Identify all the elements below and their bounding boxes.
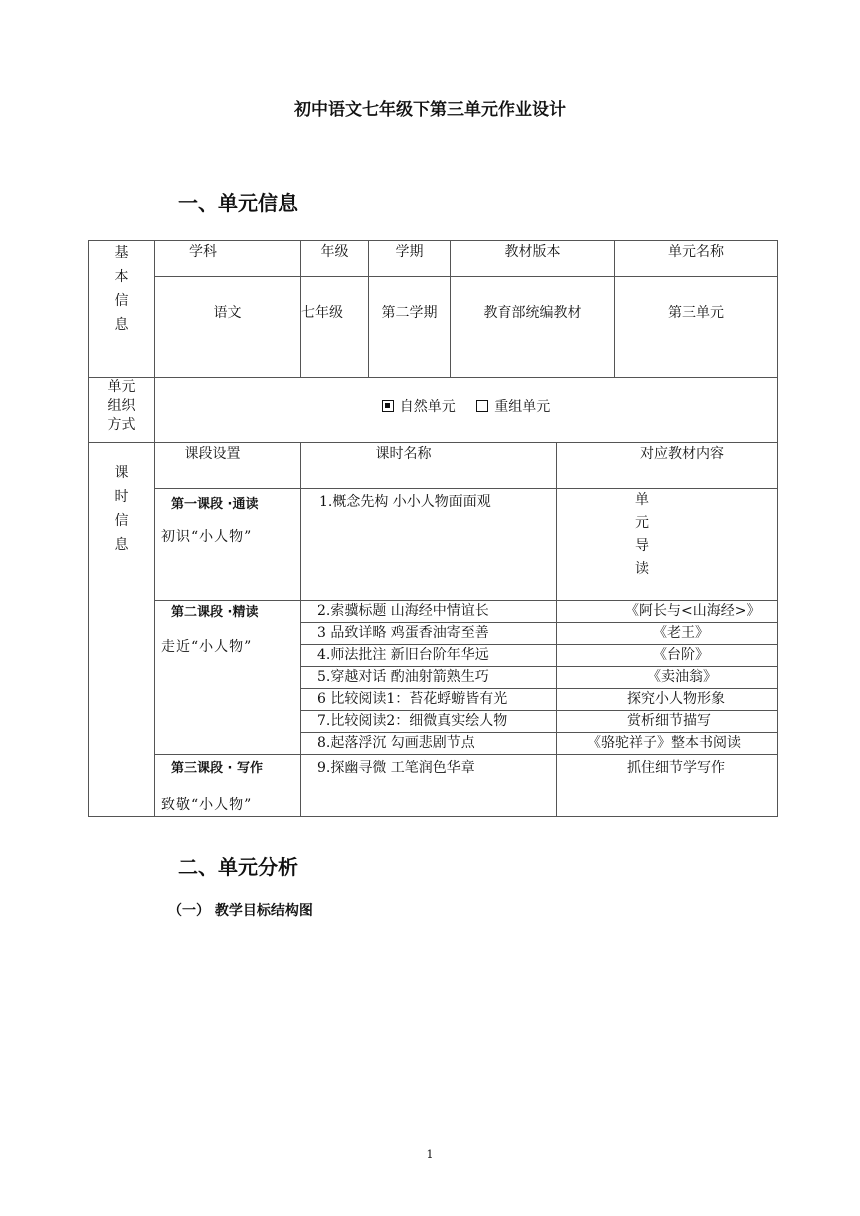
stage2-title: 第二课段 ·精读: [171, 605, 259, 620]
regrouped-unit-label: 重组单元: [494, 399, 551, 415]
stage3-cell: [155, 755, 301, 817]
stage1-subtitle: 初识“小人物”: [161, 529, 253, 545]
page-number: 1: [426, 1148, 434, 1161]
value-textbook: 教育部统编教材: [451, 277, 615, 378]
stage2-content-5: 《卖油翁》: [557, 667, 778, 689]
subsection-heading-objectives: （一） 教学目标结构图: [168, 903, 313, 919]
header-textbook: 教材版本: [451, 241, 615, 277]
stage3-title: 第三课段 · 写作: [171, 761, 263, 776]
stage2-lesson-6: 6 比较阅读1：苔花蜉蝣皆有光: [301, 689, 557, 711]
org-method-options: [155, 378, 778, 443]
empty-checkbox-icon[interactable]: [476, 400, 488, 412]
natural-unit-label: 自然单元: [399, 399, 456, 415]
stage3-lesson: 9.探幽寻微 工笔润色华章: [301, 755, 557, 817]
stage2-lesson-5: 5.穿越对话 酌油射箭熟生巧: [301, 667, 557, 689]
stage2-lesson-2: 2.索骥标题 山海经中情谊长: [301, 601, 557, 623]
document-title: 初中语文七年级下第三单元作业设计: [294, 100, 566, 120]
stage2-cell: [155, 601, 301, 755]
header-unit-name: 单元名称: [615, 241, 778, 277]
natural-unit-option[interactable]: [382, 399, 460, 415]
regrouped-unit-option[interactable]: [476, 399, 550, 415]
header-subject: 学科: [155, 241, 301, 277]
section-heading-unit-info: 一、单元信息: [178, 191, 298, 215]
value-subject: 语文: [155, 277, 301, 378]
lesson-info-label: 课时信息: [89, 443, 155, 817]
header-content: 对应教材内容: [557, 443, 778, 489]
stage2-lesson-7: 7.比较阅读2：细微真实绘人物: [301, 711, 557, 733]
value-semester: 第二学期: [369, 277, 451, 378]
header-grade: 年级: [301, 241, 369, 277]
stage2-lesson-3: 3 品致详略 鸡蛋香油寄至善: [301, 623, 557, 645]
basic-info-label: 基本信息: [89, 241, 155, 378]
header-stage: 课段设置: [155, 443, 301, 489]
stage2-content-3: 《老王》: [557, 623, 778, 645]
stage3-subtitle: 致敬“小人物”: [161, 797, 253, 813]
stage2-content-8: 《骆驼祥子》整本书阅读: [557, 733, 778, 755]
header-lesson-name: 课时名称: [301, 443, 557, 489]
stage2-content-6: 探究小人物形象: [557, 689, 778, 711]
stage1-lesson: 1.概念先构 小小人物面面观: [301, 489, 557, 601]
unit-info-table: [88, 240, 778, 817]
stage1-title: 第一课段 ·通读: [171, 497, 259, 512]
checked-box-icon[interactable]: [382, 400, 394, 412]
section-heading-unit-analysis: 二、单元分析: [178, 855, 298, 879]
stage2-lesson-4: 4.师法批注 新旧台阶年华远: [301, 645, 557, 667]
stage1-content: 单 元 导 读: [557, 489, 778, 601]
stage1-cell: [155, 489, 301, 601]
org-method-label: 单元组织方式: [89, 378, 155, 443]
value-unit-name: 第三单元: [615, 277, 778, 378]
stage2-content-4: 《台阶》: [557, 645, 778, 667]
stage2-content-2: 《阿长与<山海经>》: [557, 601, 778, 623]
stage2-subtitle: 走近“小人物”: [161, 639, 253, 655]
stage3-content: 抓住细节学写作: [557, 755, 778, 817]
header-semester: 学期: [369, 241, 451, 277]
value-grade: 七年级: [301, 277, 369, 378]
stage2-content-7: 赏析细节描写: [557, 711, 778, 733]
stage2-lesson-8: 8.起落浮沉 勾画悲剧节点: [301, 733, 557, 755]
